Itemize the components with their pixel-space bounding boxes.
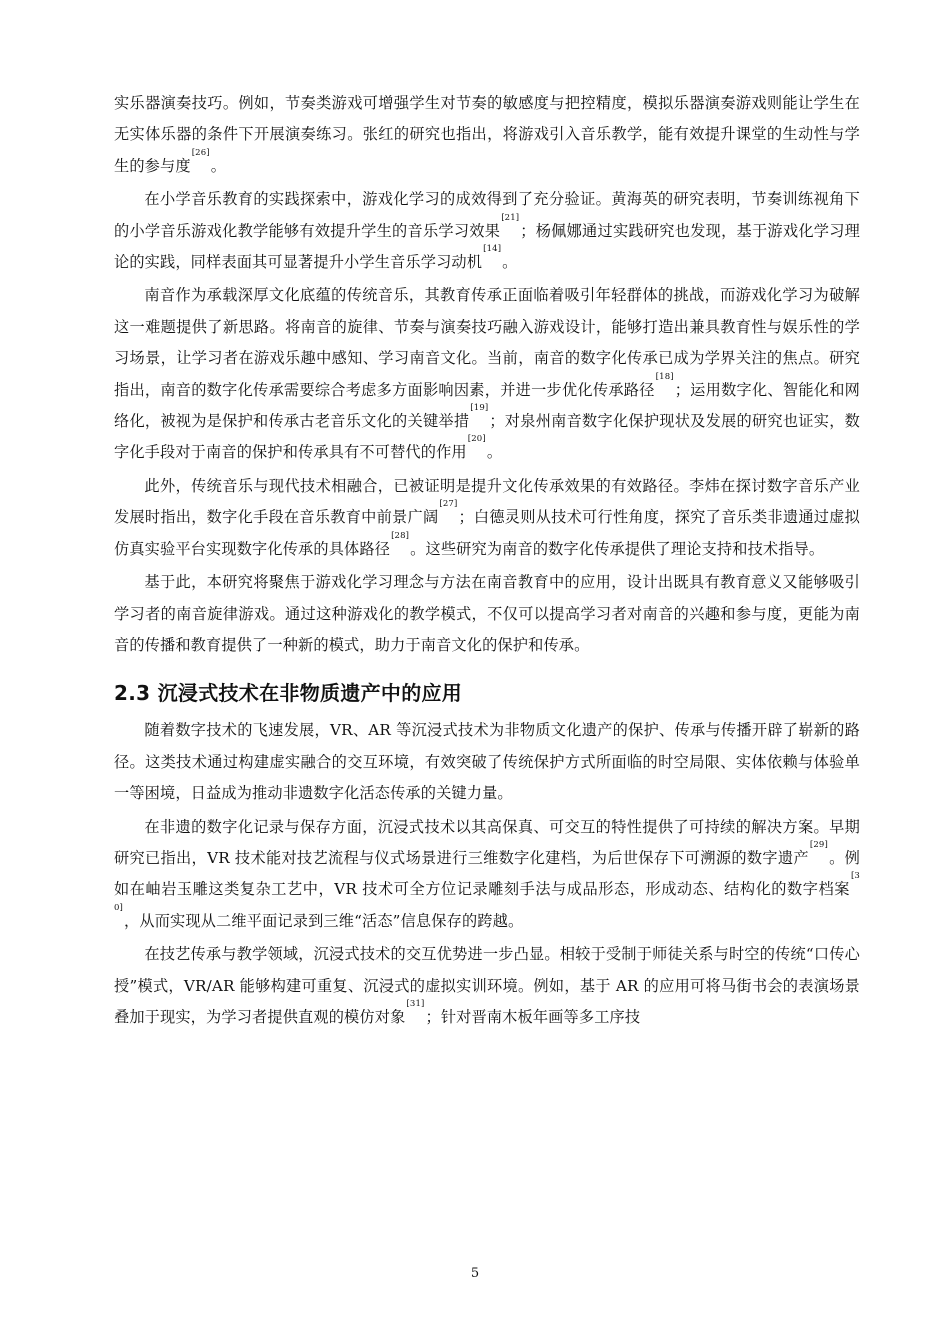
- citation-ref: [30]: [114, 871, 860, 913]
- citation-ref: [29]: [809, 839, 828, 850]
- paragraph: [114, 939, 860, 1033]
- paragraph-text: 随着数字技术的飞速发展，VR、AR 等沉浸式技术为非物质文化遗产的保护、传承与传播开辟了崭新的路径。这类技术通过构建虚实融合的交互环境，有效突破了传统保护方式所面临的时空局限、实体依赖与体验单一等困境，日益成为推动非遗数字化活态传承的关键力量。: [114, 721, 860, 803]
- paragraph: [114, 567, 860, 661]
- citation-ref: [27]: [439, 499, 458, 510]
- paragraph-text: 此外，传统音乐与现代技术相融合，已被证明是提升文化传承效果的有效路径。李炜在探讨数字音乐产业发展时指出，数字化手段在音乐教育中前景广阔: [114, 476, 860, 527]
- paragraph-text: 。: [486, 443, 503, 462]
- paragraph-text: 基于此，本研究将聚焦于游戏化学习理念与方法在南音教育中的应用，设计出既具有教育意义又能够吸引学习者的南音旋律游戏。通过这种游戏化的教学模式，不仅可以提高学习者对南音的兴趣和参与度，更能为南音的传播和教育提供了一种新的模式，助力于南音文化的保护和传承。: [114, 573, 860, 654]
- citation-ref: [18]: [655, 371, 674, 382]
- paragraph: [114, 471, 860, 565]
- citation-ref: [20]: [467, 434, 486, 445]
- paragraph-text: 实乐器演奏技巧。例如，节奏类游戏可增强学生对节奏的敏感度与把控精度，模拟乐器演奏游戏则能让学生在无实体乐器的条件下开展演奏练习。张红的研究也指出，将游戏引入音乐教学，能有效提升课堂的生动性与学生的参与度: [114, 94, 860, 175]
- citation-ref: [14]: [483, 244, 502, 255]
- paragraph-text: ；杨佩娜通过实践研究也发现，基于游戏化学习理论的实践，同样表面其可显著提升小学生音乐学习动机: [114, 221, 861, 272]
- citation-ref: [19]: [470, 403, 489, 414]
- citation-ref: [21]: [501, 212, 520, 223]
- paragraphs-after-section: [114, 715, 860, 1033]
- page-body: [114, 88, 860, 1033]
- paragraph-text: 在非遗的数字化记录与保存方面，沉浸式技术以其高保真、可交互的特性提供了可持续的解决方案。早期研究已指出，VR 技术能对技艺流程与仪式场景进行三维数字化建档，为后世保存下可溯源的数字遗产: [114, 817, 860, 867]
- citation-ref: [31]: [406, 998, 425, 1009]
- section-heading: 2.3 沉浸式技术在非物质遗产中的应用: [114, 681, 463, 706]
- paragraph: [114, 812, 860, 938]
- paragraph-text: ，从而实现从二维平面记录到三维“活态”信息保存的跨越。: [124, 911, 524, 930]
- paragraph: [114, 184, 860, 278]
- paragraph-text: ；对泉州南音数字化保护现状及发展的研究也证实，数字化手段对于南音的保护和传承具有不可替代的作用: [114, 412, 860, 462]
- paragraph-text: 在小学音乐教育的实践探索中，游戏化学习的成效得到了充分验证。黄海英的研究表明，节奏训练视角下的小学音乐游戏化教学能够有效提升学生的音乐学习效果: [114, 190, 860, 240]
- citation-ref: [26]: [191, 147, 210, 158]
- paragraph-text: ；白德灵则从技术可行性角度，探究了音乐类非遗通过虚拟仿真实验平台实现数字化传承的具体路径: [114, 508, 860, 558]
- paragraph-text: 。: [210, 156, 227, 175]
- paragraph-text: ；针对晋南木板年画等多工序技: [425, 1007, 641, 1026]
- paragraph-text: 南音作为承载深厚文化底蕴的传统音乐，其教育传承正面临着吸引年轻群体的挑战，而游戏化学习为破解这一难题提供了新思路。将南音的旋律、节奏与演奏技巧融入游戏设计，能够打造出兼具教育性与娱乐性的学习场景，让学习者在游戏乐趣中感知、学习南音文化。当前，南音的数字化传承已成为学界关注的焦点。研究指出，南音的数字化传承需要综合考虑多方面影响因素，并进一步优化传承路径: [114, 286, 860, 399]
- paragraph-text: 。这些研究为南音的数字化传承提供了理论支持和技术指导。: [410, 539, 825, 558]
- paragraph: [114, 280, 860, 468]
- page-number: 5: [470, 1266, 480, 1281]
- paragraph: [114, 715, 860, 809]
- citation-ref: [28]: [391, 530, 410, 541]
- paragraph-text: 。: [502, 253, 518, 272]
- paragraph-text: 在技艺传承与教学领域，沉浸式技术的交互优势进一步凸显。相较于受制于师徒关系与时空的传统“口传心授”模式，VR/AR 能够构建可重复、沉浸式的虚拟实训环境。例如，基于 AR 的应用可将马街书会的表演场景叠加于现实，为学习者提供直观的模仿对象: [114, 945, 860, 1026]
- paragraph: [114, 88, 860, 182]
- paragraph-text: 。例如在岫岩玉雕这类复杂工艺中，VR 技术可全方位记录雕刻手法与成品形态，形成动态、结构化的数字档案: [114, 848, 860, 899]
- paragraph-text: ；运用数字化、智能化和网络化，被视为是保护和传承古老音乐文化的关键举措: [114, 380, 860, 431]
- paragraphs-before-section: [114, 88, 860, 661]
